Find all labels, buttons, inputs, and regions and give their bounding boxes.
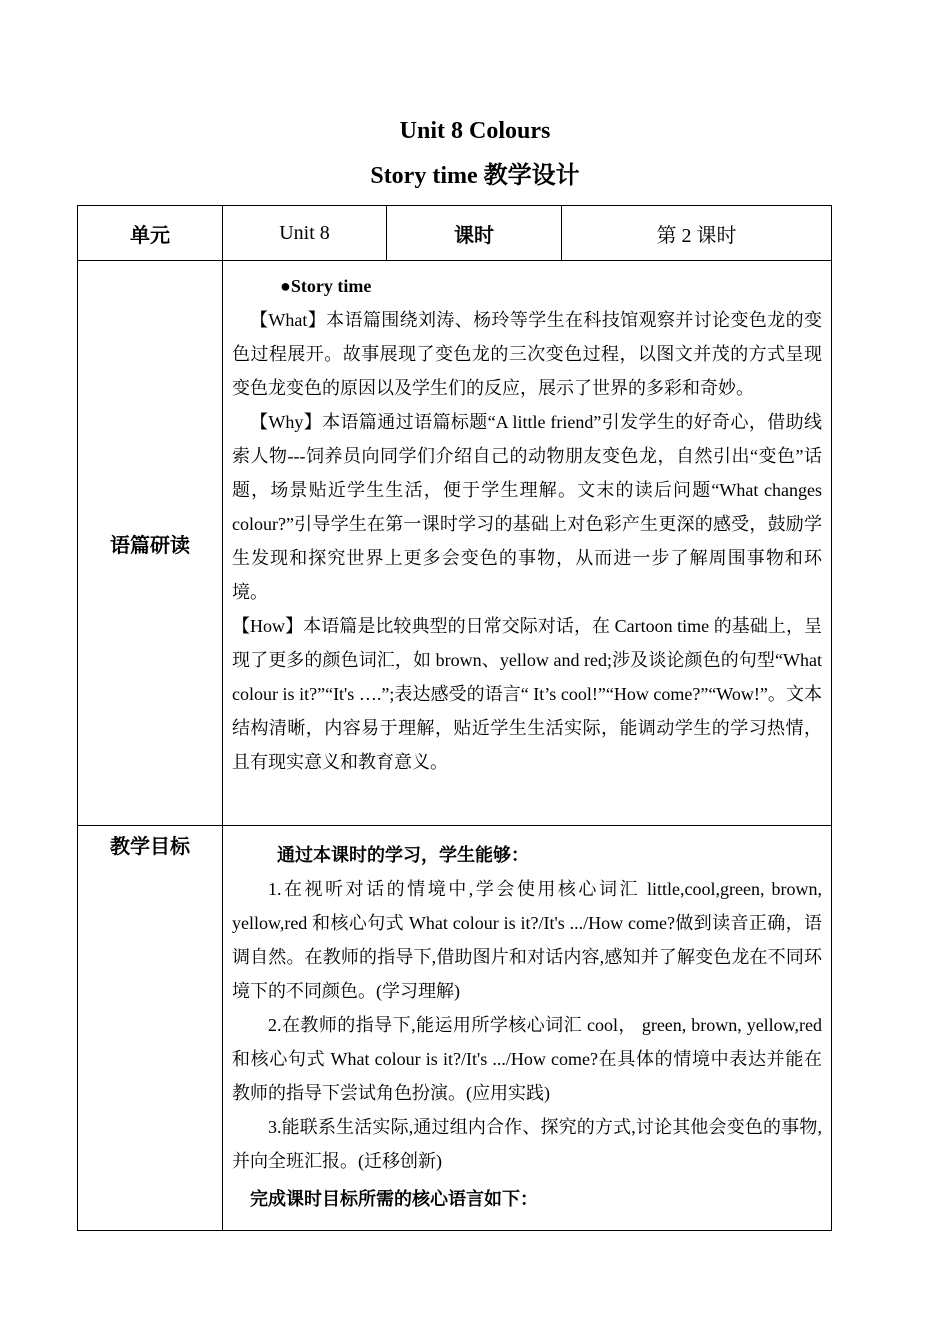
core-language-heading: 完成课时目标所需的核心语言如下： [250,1189,538,1209]
reading-content [223,261,832,826]
objective-item: 3.能联系生活实际,通过组内合作、探究的方式,讨论其他会变色的事物,并向全班汇报。(迁移创新) [232,1117,822,1171]
objectives-content [223,826,832,1231]
period-label: 课时 [387,206,562,261]
unit-value: Unit 8 [223,206,387,261]
objectives-intro: 通过本课时的学习，学生能够： [277,845,529,865]
objectives-row [78,826,832,1231]
how-paragraph: 【How】本语篇是比较典型的日常交际对话，在 Cartoon time 的基础上，呈现了更多的颜色词汇，如 brown、yellow and red;涉及谈论颜色的句型“What colour is it?”“It's ….”;表达感受的语言“ It’s cool!”“How come?”“Wow!”。文本结构清晰，内容易于理解，贴近学生生活实际，能调动学生的学习热情，且有现实意义和教育意义。 [232,616,822,772]
doc-title: Unit 8 Colours [399,118,551,144]
header-row [78,206,832,261]
reading-row [78,261,832,826]
why-paragraph: 【Why】本语篇通过语篇标题“A little friend”引发学生的好奇心，借助线索人物---饲养员向同学们介绍自己的动物朋友变色龙，自然引出“变色”话题，场景贴近学生生活，便于学生理解。文末的读后问题“What changes colour?”引导学生在第一课时学习的基础上对色彩产生更深的感受，鼓励学生发现和探究世界上更多会变色的事物，从而进一步了解周围事物和环境。 [232,412,822,602]
reading-label: 语篇研读 [78,261,223,826]
story-time-heading: ●Story time [280,276,372,296]
objectives-label: 教学目标 [78,826,223,1231]
lesson-plan-table [77,205,832,1231]
objective-item: 2.在教师的指导下,能运用所学核心词汇 cool， green, brown, yellow,red 和核心句式 What colour is it?/It's .../How come?在具体的情境中表达并能在教师的指导下尝试角色扮演。(应用实践) [232,1015,822,1103]
period-value: 第 2 课时 [562,206,832,261]
unit-label: 单元 [78,206,223,261]
objective-item: 1.在视听对话的情境中,学会使用核心词汇 little,cool,green, brown, yellow,red 和核心句式 What colour is it?/It's .../How come?做到读音正确，语调自然。在教师的指导下,借助图片和对话内容,感知并了解变色龙在不同环境下的不同颜色。(学习理解) [232,879,822,1001]
what-paragraph: 【What】本语篇围绕刘涛、杨玲等学生在科技馆观察并讨论变色龙的变色过程展开。故事展现了变色龙的三次变色过程，以图文并茂的方式呈现变色龙变色的原因以及学生们的反应，展示了世界的多彩和奇妙。 [232,310,822,398]
doc-subtitle: Story time 教学设计 [370,163,580,189]
